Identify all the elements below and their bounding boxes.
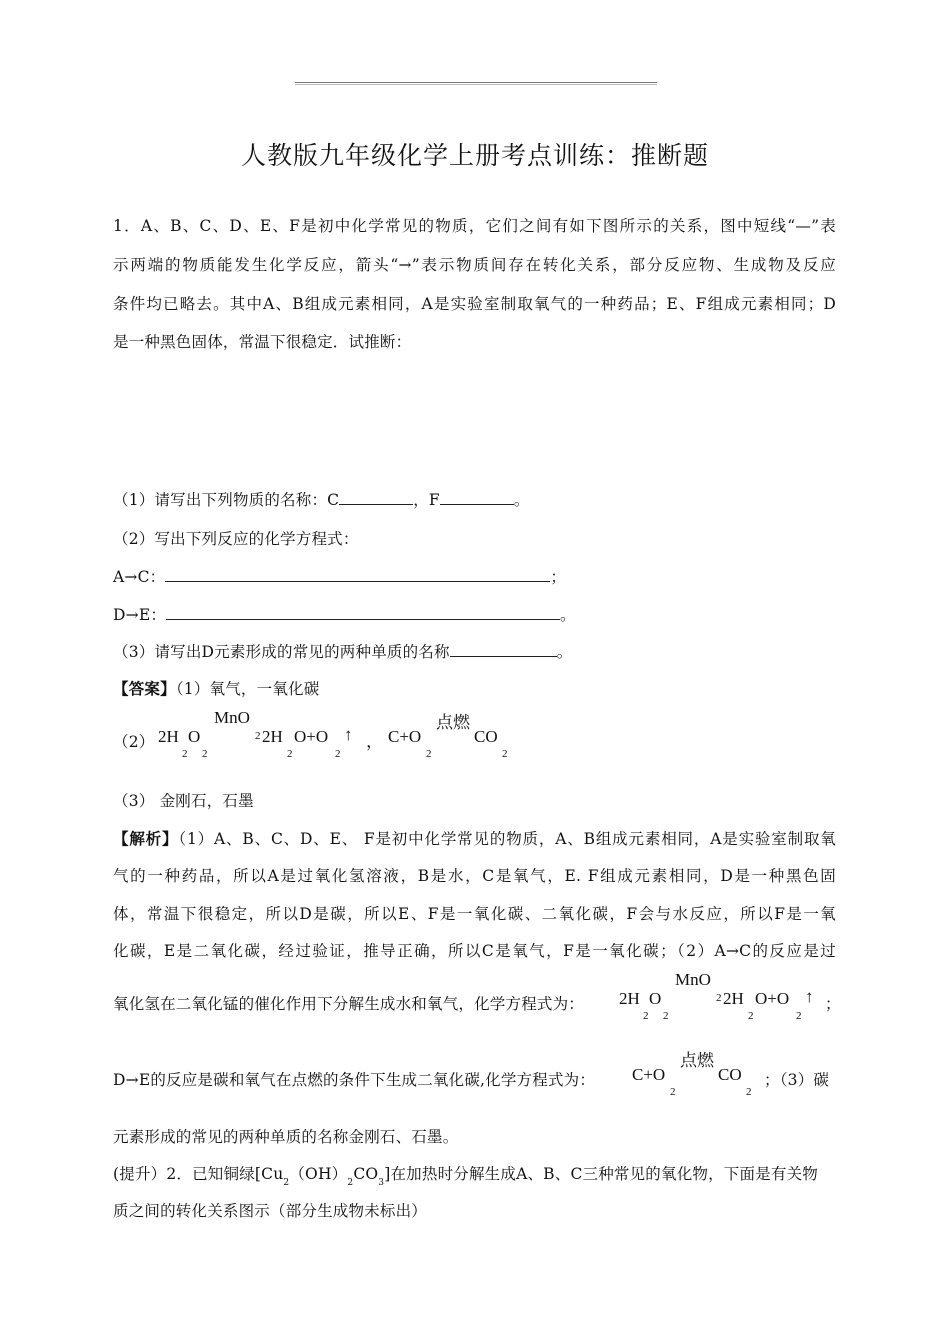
q1-sub1-end: 。 <box>513 491 530 509</box>
answer-blank-f[interactable] <box>440 490 514 505</box>
equation-h2o2 <box>158 708 558 758</box>
answer-blank-d[interactable] <box>450 642 557 657</box>
eq-sub: 2 <box>287 748 293 760</box>
eq-sub: 2 <box>643 1010 649 1022</box>
answer-line-2-prefix: （2） <box>113 733 155 751</box>
analysis-line-3: 体，常温下很稳定，所以D是碳，所以E、F是一氧化碳、二氧化碳，F会与水反应，所以F是一氧 <box>113 905 836 923</box>
q2-line-1 <box>113 1162 818 1188</box>
q2-sub: 2 <box>347 1178 354 1188</box>
eq-sub: 2 <box>202 748 208 760</box>
de-end: 。 <box>560 606 576 624</box>
q1-sub3 <box>113 640 572 662</box>
eq-right: 2H <box>262 727 283 746</box>
answer-line-1 <box>113 677 319 699</box>
analysis-line-7: 元素形成的常见的两种单质的名称金刚石、石墨。 <box>113 1128 459 1146</box>
eq-right2: O+O <box>294 727 329 746</box>
eq-sub: 2 <box>663 1010 669 1022</box>
q1-line-2: 示两端的物质能发生化学反应，箭头“→”表示物质间存在转化关系，部分反应物、生成物及反应 <box>113 256 836 274</box>
answer-1: （1）氧气，一氧化碳 <box>175 680 320 698</box>
analysis-line-6: D→E的反应是碳和氧气在点燃的条件下生成二氧化碳,化学方程式为： <box>113 1071 596 1089</box>
eq2-right: CO <box>474 727 498 746</box>
q2-text-b: （OH） <box>289 1165 348 1183</box>
analysis-equation-h2o2 <box>619 970 829 1020</box>
de-label: D→E： <box>113 606 167 624</box>
analysis-line-2: 气的一种药品，所以A是过氧化氢溶液，B是水，C是氧气，E. F组成元素相同，D是一种黑色固 <box>113 867 836 885</box>
q2-text-a: (提升）2．已知铜绿[Cu <box>113 1165 284 1183</box>
answer-blank-de[interactable] <box>166 605 560 620</box>
analysis-line-5: 氧化氢在二氧化锰的催化作用下分解生成水和氧气，化学方程式为： <box>113 995 585 1013</box>
eq-h2o2-left: 2H <box>619 989 640 1008</box>
q1-line-3: 条件均已略去。其中A、B组成元素相同，A是实验室制取氧气的一种药品；E、F组成元素相同；D <box>113 295 836 313</box>
analysis-line-4: 化碳，E是二氧化碳，经过验证，推导正确，所以C是氧气，F是一氧化碳；（2）A→C的反应是过 <box>113 942 836 960</box>
eq-catalyst: MnO <box>214 708 250 727</box>
q2-line-2: 质之间的转化关系图示（部分生成物未标出） <box>113 1202 428 1220</box>
eq2-left: C+O <box>388 727 422 746</box>
eq-right: 2H <box>723 989 744 1008</box>
eq-sub: 2 <box>670 1086 676 1098</box>
page-title: 人教版九年级化学上册考点训练：推断题 <box>240 141 709 170</box>
gas-arrow-icon: ↑ <box>344 725 353 744</box>
eq-sub: 2 <box>182 748 188 760</box>
eq-sub: 2 <box>716 992 722 1004</box>
eq2-left: C+O <box>632 1065 666 1084</box>
eq-sub: 2 <box>426 748 432 760</box>
eq2-condition: 点燃 <box>436 713 470 732</box>
q1-sub1-text-f: ，F <box>413 491 440 509</box>
q1-line-4: 是一种黑色固体，常温下很稳定．试推断： <box>113 333 412 351</box>
eq-catalyst: MnO <box>675 970 711 989</box>
q1-sub1 <box>113 488 530 510</box>
eq-sub: 2 <box>746 1086 752 1098</box>
answer-label: 【答案】 <box>113 679 176 698</box>
eq-sub: 2 <box>255 730 261 742</box>
eq2-condition: 点燃 <box>680 1051 714 1070</box>
answer-line-3: （3） 金刚石，石墨 <box>113 792 254 810</box>
q1-sub3-end: 。 <box>556 643 573 661</box>
analysis-line-6-end: ；（3）碳 <box>764 1071 830 1089</box>
eq-o: O <box>188 727 201 746</box>
answer-blank-c[interactable] <box>339 490 413 505</box>
q2-text-c: CO <box>353 1165 379 1183</box>
q1-ac-line <box>113 565 566 587</box>
q1-sub3-text: （3）请写出D元素形成的常见的两种单质的名称 <box>113 643 450 661</box>
header-rule <box>295 82 657 85</box>
analysis-1: （1）A、B、C、D、E、 F是初中化学常见的物质，A、B组成元素相同，A是实验室制取氧 <box>178 830 836 848</box>
ac-label: A→C： <box>113 568 166 586</box>
analysis-line-1 <box>113 827 836 849</box>
eq-sub: 2 <box>748 1010 754 1022</box>
eq-o: O <box>649 989 662 1008</box>
ac-end: ； <box>550 568 567 586</box>
analysis-line-5-end: ； <box>825 995 841 1013</box>
q2-text-d: ]在加热时分解生成A、B、C三种常见的氧化物，下面是有关物 <box>384 1165 819 1183</box>
eq-right2: O+O <box>755 989 790 1008</box>
answer-blank-ac[interactable] <box>165 567 550 582</box>
q1-sub1-text: （1）请写出下列物质的名称：C <box>113 491 340 509</box>
analysis-equation-co2 <box>632 1046 762 1096</box>
eq-separator: ， <box>366 732 383 751</box>
q1-line-1: 1．A、B、C、D、E、F是初中化学常见的物质，它们之间有如下图所示的关系，图中短线“—”表 <box>113 217 836 235</box>
eq-sub: 2 <box>502 748 508 760</box>
q2-sub: 3 <box>378 1178 385 1188</box>
q1-de-line <box>113 603 576 625</box>
eq-sub: 2 <box>796 1010 802 1022</box>
q2-sub: 2 <box>283 1178 290 1188</box>
eq-h2o2-left: 2H <box>158 727 179 746</box>
gas-arrow-icon: ↑ <box>805 987 814 1006</box>
q1-sub2: （2）写出下列反应的化学方程式： <box>113 530 359 548</box>
eq2-right: CO <box>718 1065 742 1084</box>
analysis-label: 【解析】 <box>113 829 179 848</box>
eq-sub: 2 <box>335 748 341 760</box>
